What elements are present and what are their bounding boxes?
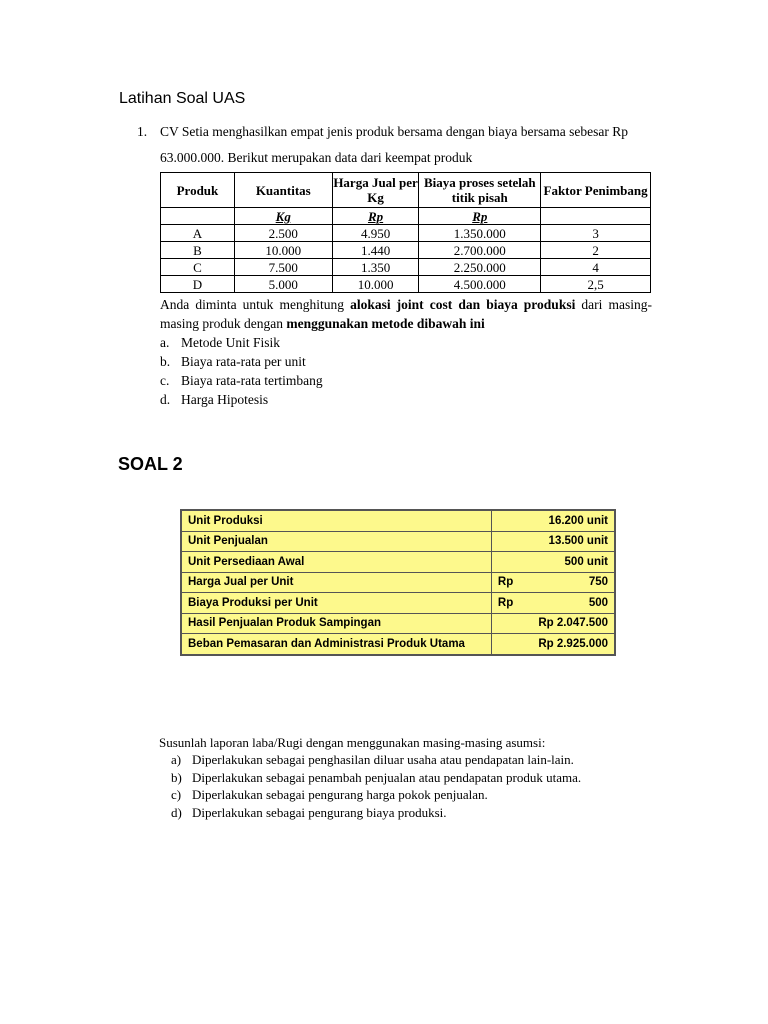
instruction-bold: menggunakan metode dibawah ini xyxy=(286,316,485,331)
row-label: Harga Jual per Unit xyxy=(181,572,491,593)
row-label: Unit Produksi xyxy=(181,510,491,531)
product-table xyxy=(160,172,651,293)
row-value: 750 xyxy=(588,576,608,589)
unit-cell: Rp xyxy=(419,208,541,225)
table-row xyxy=(181,510,615,531)
list-text: Harga Hipotesis xyxy=(181,392,269,407)
list-item xyxy=(171,769,581,787)
list-text: Diperlakukan sebagai penambah penjualan atau pendapatan produk utama. xyxy=(192,769,582,785)
header-cell: Harga Jual per Kg xyxy=(332,173,419,208)
list-item xyxy=(160,333,323,352)
row-value-cell xyxy=(491,552,615,573)
row-value-cell xyxy=(491,634,615,655)
table-cell: 4 xyxy=(541,259,651,276)
table-cell: 1.350.000 xyxy=(419,225,541,242)
header-cell: Produk xyxy=(161,173,235,208)
row-label: Unit Persediaan Awal xyxy=(181,552,491,573)
row-value-cell xyxy=(491,510,615,531)
list-marker: b. xyxy=(160,354,171,369)
question-number: 1. xyxy=(137,124,148,139)
method-list xyxy=(160,333,323,409)
table-cell: 3 xyxy=(541,225,651,242)
row-label: Hasil Penjualan Produk Sampingan xyxy=(181,613,491,634)
list-marker: c. xyxy=(160,373,170,388)
list-item xyxy=(171,786,581,804)
row-label: Unit Penjualan xyxy=(181,531,491,552)
instruction-text: Anda diminta untuk menghitung xyxy=(160,297,351,312)
table-row xyxy=(161,276,651,293)
currency-label: Rp xyxy=(497,596,514,609)
row-value-cell xyxy=(491,593,615,614)
table-cell: 1.440 xyxy=(332,242,419,259)
row-value: Rp 2.047.500 xyxy=(538,617,608,630)
product-table-units xyxy=(161,208,651,225)
page-title: Latihan Soal UAS xyxy=(119,90,246,107)
instruction-bold: alokasi joint cost dan biaya produksi xyxy=(350,297,576,312)
table-cell: 2.500 xyxy=(234,225,332,242)
list-item xyxy=(171,804,581,822)
list-text: Diperlakukan sebagai penghasilan diluar usaha atau pendapatan lain-lain. xyxy=(192,752,574,767)
unit-cell xyxy=(541,208,651,225)
table-row xyxy=(181,634,615,655)
table-cell: 2,5 xyxy=(541,276,651,293)
list-marker: d. xyxy=(160,392,171,407)
table-row xyxy=(181,552,615,573)
section-title: SOAL 2 xyxy=(118,454,183,474)
list-text: Metode Unit Fisik xyxy=(181,335,281,350)
table-cell: 5.000 xyxy=(234,276,332,293)
table-cell: 4.500.000 xyxy=(419,276,541,293)
row-value-cell xyxy=(491,613,615,634)
table-cell: D xyxy=(161,276,235,293)
data-table xyxy=(180,509,616,656)
table-cell: 1.350 xyxy=(332,259,419,276)
unit-cell: Kg xyxy=(234,208,332,225)
header-cell: Faktor Penimbang xyxy=(541,173,651,208)
header-cell: Kuantitas xyxy=(234,173,332,208)
row-label: Beban Pemasaran dan Administrasi Produk Utama xyxy=(181,634,491,655)
table-row xyxy=(161,225,651,242)
question-text-line1: CV Setia menghasilkan empat jenis produk bersama dengan biaya bersama sebesar Rp xyxy=(160,124,628,139)
table-cell: C xyxy=(161,259,235,276)
table-cell: 10.000 xyxy=(234,242,332,259)
table-row xyxy=(181,613,615,634)
list-item xyxy=(160,352,323,371)
row-value: 16.200 unit xyxy=(548,514,608,527)
header-cell: Biaya proses setelah titik pisah xyxy=(419,173,541,208)
row-value: Rp 2.925.000 xyxy=(538,637,608,650)
table-cell: 7.500 xyxy=(234,259,332,276)
table-cell: 4.950 xyxy=(332,225,419,242)
list-item xyxy=(171,751,581,769)
question-text-line2: 63.000.000. Berikut merupakan data dari keempat produk xyxy=(160,150,473,165)
list-item xyxy=(160,371,323,390)
list-text: Diperlakukan sebagai pengurang biaya produksi. xyxy=(192,804,447,820)
table-row xyxy=(181,531,615,552)
row-value: 500 xyxy=(588,596,608,609)
list-text: Biaya rata-rata per unit xyxy=(181,354,306,369)
table-cell: B xyxy=(161,242,235,259)
row-value: 13.500 unit xyxy=(548,535,608,548)
assumption-list xyxy=(171,751,581,821)
list-text: Biaya rata-rata tertimbang xyxy=(181,373,323,388)
row-label: Biaya Produksi per Unit xyxy=(181,593,491,614)
table-row xyxy=(181,572,615,593)
list-marker: b) xyxy=(171,769,182,785)
instruction-paragraph xyxy=(160,295,652,333)
table-cell: 2.250.000 xyxy=(419,259,541,276)
list-item xyxy=(160,390,323,409)
unit-cell xyxy=(161,208,235,225)
table-row xyxy=(161,259,651,276)
table-row xyxy=(161,242,651,259)
row-value: 500 unit xyxy=(564,555,608,568)
row-value-cell xyxy=(491,531,615,552)
table-cell: A xyxy=(161,225,235,242)
table-cell: 2.700.000 xyxy=(419,242,541,259)
list-text: Diperlakukan sebagai pengurang harga pokok penjualan. xyxy=(192,787,488,802)
product-table-header xyxy=(161,173,651,208)
list-marker: c) xyxy=(171,787,182,802)
list-marker: a. xyxy=(160,335,170,350)
list-marker: a) xyxy=(171,752,182,767)
row-value-cell xyxy=(491,572,615,593)
list-marker: d) xyxy=(171,804,182,820)
table-cell: 2 xyxy=(541,242,651,259)
currency-label: Rp xyxy=(497,576,514,589)
table-row xyxy=(181,593,615,614)
soal2-instruction: Susunlah laporan laba/Rugi dengan menggunakan masing-masing asumsi: xyxy=(159,735,546,750)
unit-cell: Rp xyxy=(332,208,419,225)
table-cell: 10.000 xyxy=(332,276,419,293)
instruction-text: dari masing-masing produk dengan xyxy=(160,297,652,331)
